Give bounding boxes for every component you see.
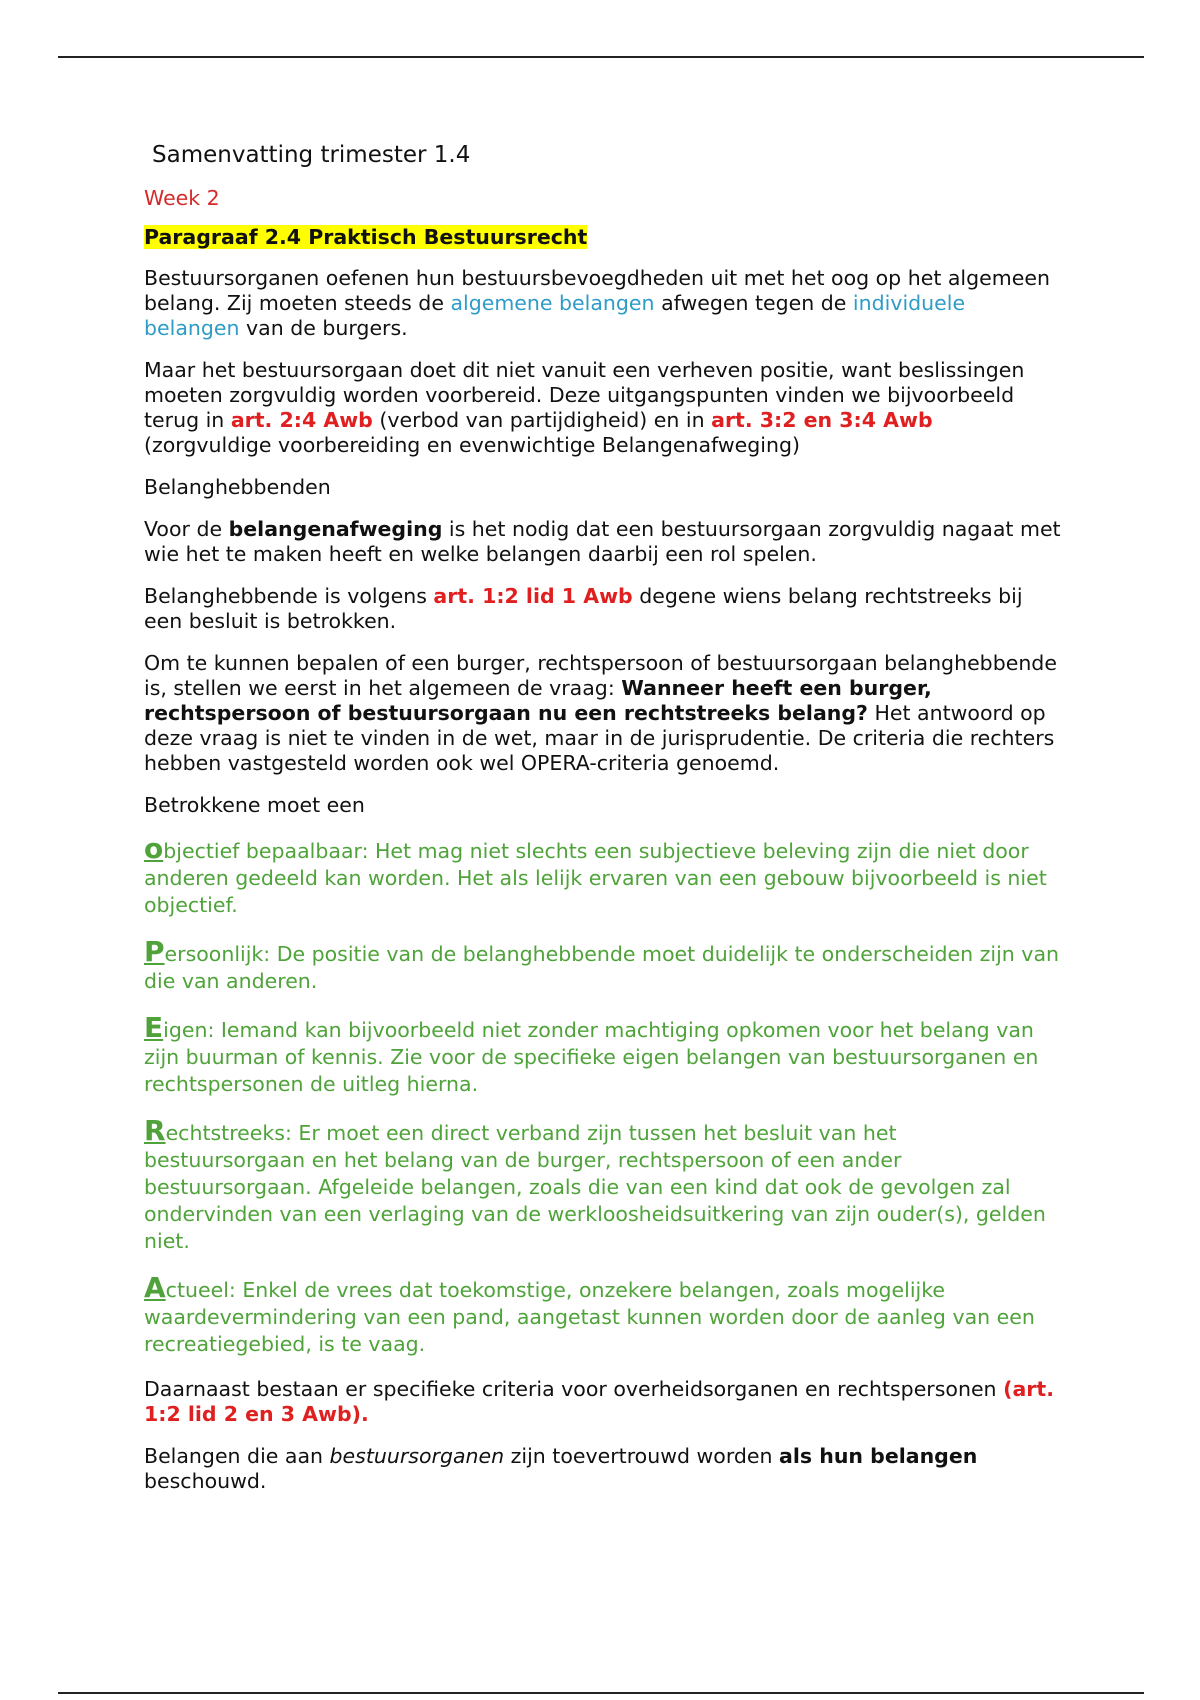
opera-item-eigen bbox=[144, 1011, 1064, 1098]
key-question: Wanneer heeft een burger, rechtspersoon of bestuursorgaan nu een rechtstreeks belang? bbox=[144, 676, 932, 725]
p8-text-a: Daarnaast bestaan er specifieke criteria voor overheidsorganen en rechtspersonen bbox=[144, 1377, 1004, 1401]
p6-text-c: Het antwoord op deze vraag is niet te vinden in de wet, maar in de jurisprudentie. De criteria die rechters hebben vastgesteld worden ook wel OPERA-criteria genoemd. bbox=[144, 701, 1055, 775]
week-label: Week 2 bbox=[144, 186, 220, 210]
p5-text-a: Belanghebbende is volgens bbox=[144, 584, 434, 608]
p2-text-c: (verbod van partijdigheid) en in bbox=[372, 408, 712, 432]
document-title: Samenvatting trimester 1.4 bbox=[152, 142, 471, 168]
term-individuele-belangen: individuele belangen bbox=[144, 291, 966, 340]
p4-text-c: is het nodig dat een bestuursorgaan zorgvuldig nagaat met wie het te maken heeft en welke belangen daarbij een rol spelen. bbox=[144, 517, 1061, 566]
p9-text-e: beschouwd. bbox=[144, 1469, 267, 1493]
opera-initial: P bbox=[144, 935, 165, 968]
law-ref-1-2-lid-2-3: (art. 1:2 lid 2 en 3 Awb). bbox=[144, 1377, 1054, 1426]
opera-text: ctueel: Enkel de vrees dat toekomstige, onzekere belangen, zoals mogelijke waardevermindering van een pand, aangetast kunnen worden door de aanleg van een recreatiegebied, is te vaag. bbox=[144, 1278, 1035, 1356]
paragraph-5 bbox=[144, 584, 1064, 634]
opera-initial: R bbox=[144, 1114, 166, 1147]
p1-text-e: van de burgers. bbox=[239, 316, 408, 340]
paragraph-1 bbox=[144, 266, 1064, 341]
opera-text: bjectief bepaalbaar: Het mag niet slechts een subjectieve beleving zijn die niet door anderen gedeeld kan worden. Het als lelijk ervaren van een gebouw bijvoorbeeld is niet objectief. bbox=[144, 839, 1047, 917]
term-als-hun-belangen: als hun belangen bbox=[779, 1444, 978, 1468]
opera-item-actueel bbox=[144, 1271, 1064, 1358]
section-heading bbox=[144, 225, 1064, 250]
law-ref-1-2-lid-1: art. 1:2 lid 1 Awb bbox=[433, 584, 633, 608]
p2-text-e: (zorgvuldige voorbereiding en evenwichtige Belangenafweging) bbox=[144, 433, 800, 457]
law-ref-2-4: art. 2:4 Awb bbox=[230, 408, 373, 432]
opera-text: ersoonlijk: De positie van de belanghebbende moet duidelijk te onderscheiden zijn van die van anderen. bbox=[144, 942, 1059, 993]
p4-text-a: Voor de bbox=[144, 517, 229, 541]
document-body bbox=[144, 140, 1064, 1511]
paragraph-7: Betrokkene moet een bbox=[144, 793, 365, 817]
opera-initial: A bbox=[144, 1271, 166, 1304]
section-heading-text: Paragraaf 2.4 Praktisch Bestuursrecht bbox=[144, 225, 588, 249]
opera-initial: o bbox=[144, 832, 164, 865]
footer-rule bbox=[58, 1692, 1144, 1694]
p1-text-c: afwegen tegen de bbox=[654, 291, 853, 315]
p9-text-c: zijn toevertrouwd worden bbox=[504, 1444, 780, 1468]
term-belangenafweging: belangenafweging bbox=[228, 517, 443, 541]
p2-text-a: Maar het bestuursorgaan doet dit niet vanuit een verheven positie, want beslissingen moeten zorgvuldig worden voorbereid. Deze uitgangspunten vinden we bijvoorbeeld terug in bbox=[144, 358, 1025, 432]
term-bestuursorganen: bestuursorganen bbox=[329, 1444, 505, 1468]
paragraph-9 bbox=[144, 1444, 1064, 1494]
opera-item-objectief bbox=[144, 832, 1064, 919]
subheading-belanghebbenden: Belanghebbenden bbox=[144, 475, 331, 499]
opera-initial: E bbox=[144, 1011, 164, 1044]
paragraph-6 bbox=[144, 651, 1064, 776]
paragraph-8 bbox=[144, 1377, 1064, 1427]
term-algemene-belangen: algemene belangen bbox=[450, 291, 655, 315]
p9-text-a: Belangen die aan bbox=[144, 1444, 330, 1468]
header-rule bbox=[58, 56, 1144, 58]
p5-text-c: degene wiens belang rechtstreeks bij een besluit is betrokken. bbox=[144, 584, 1023, 633]
paragraph-4 bbox=[144, 517, 1064, 567]
opera-text: echtstreeks: Er moet een direct verband zijn tussen het besluit van het bestuursorgaan en het belang van de burger, rechtspersoon of een ander bestuursorgaan. Afgeleide belangen, zoals die van een kind dat ook de gevolgen zal ondervinden van een verlaging van de werkloosheidsuitkering van zijn ouder(s), gelden niet. bbox=[144, 1121, 1046, 1253]
p6-text-a: Om te kunnen bepalen of een burger, rechtspersoon of bestuursorgaan belanghebbende is, stellen we eerst in het algemeen de vraag: bbox=[144, 651, 1057, 700]
opera-item-rechtstreeks bbox=[144, 1114, 1064, 1255]
paragraph-2 bbox=[144, 358, 1064, 458]
opera-text: igen: Iemand kan bijvoorbeeld niet zonder machtiging opkomen voor het belang van zijn buurman of kennis. Zie voor de specifieke eigen belangen van bestuursorganen en rechtspersonen de uitleg hierna. bbox=[144, 1018, 1039, 1096]
law-ref-3-2-3-4: art. 3:2 en 3:4 Awb bbox=[711, 408, 933, 432]
p1-text-a: Bestuursorganen oefenen hun bestuursbevoegdheden uit met het oog op het algemeen belang. Zij moeten steeds de bbox=[144, 266, 1050, 315]
opera-item-persoonlijk bbox=[144, 935, 1064, 995]
